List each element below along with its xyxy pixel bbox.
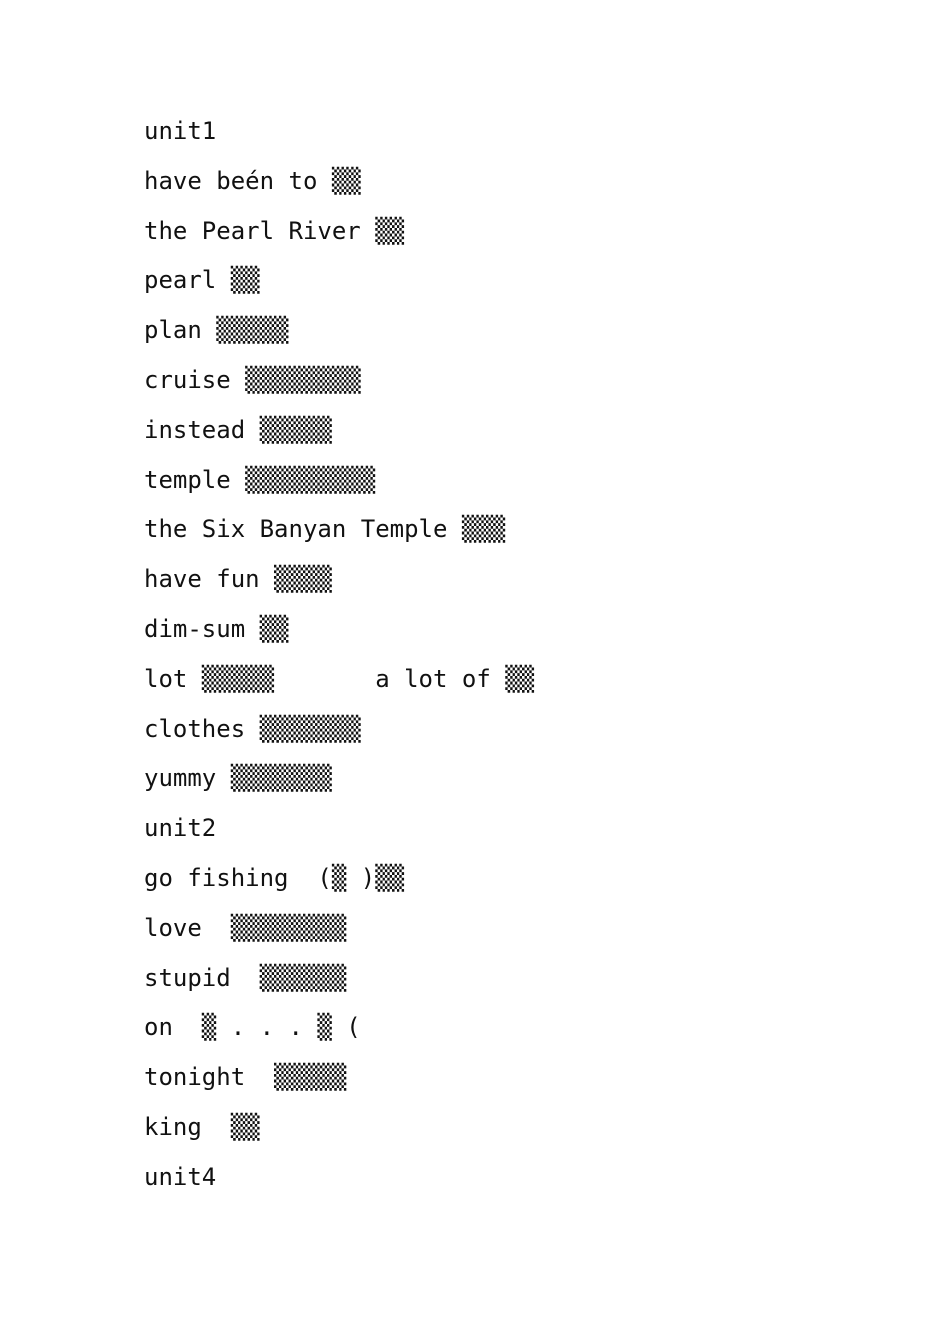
vocab-line: yummy ▒▒▒▒▒▒▒ [144,764,332,793]
vocabulary-list [144,107,864,1203]
vocab-line: instead ▒▒▒▒▒ [144,415,332,444]
vocab-line: have fun ▒▒▒▒ [144,565,332,594]
vocab-line: dim-sum ▒▒ [144,614,289,643]
vocab-line: on ▒ . . . ▒ ( [144,1013,361,1042]
vocab-line: clothes ▒▒▒▒▒▒▒ [144,714,361,743]
vocab-line: temple ▒▒▒▒▒▒▒▒▒ [144,465,376,494]
vocab-line: lot ▒▒▒▒▒ a lot of ▒▒ [144,664,535,693]
vocab-line: king ▒▒ [144,1112,260,1141]
vocab-line: the Pearl River ▒▒ [144,216,405,245]
vocab-line: the Six Banyan Temple ▒▒▒ [144,515,506,544]
vocab-line: cruise ▒▒▒▒▒▒▒▒ [144,365,361,394]
section-heading-unit4: unit4 [144,1162,217,1191]
vocab-line: go fishing (▒ )▒▒ [144,863,405,892]
section-heading-unit1: unit1 [144,117,217,145]
vocab-line: stupid ▒▒▒▒▒▒ [144,963,347,992]
vocab-line: love ▒▒▒▒▒▒▒▒ [144,913,347,942]
vocab-line: tonight ▒▒▒▒▒ [144,1063,347,1092]
section-heading-unit2: unit2 [144,814,217,843]
vocab-line: pearl ▒▒ [144,266,260,295]
vocab-line: have beén to ▒▒ [144,166,361,195]
vocab-line: plan ▒▒▒▒▒ [144,316,289,345]
